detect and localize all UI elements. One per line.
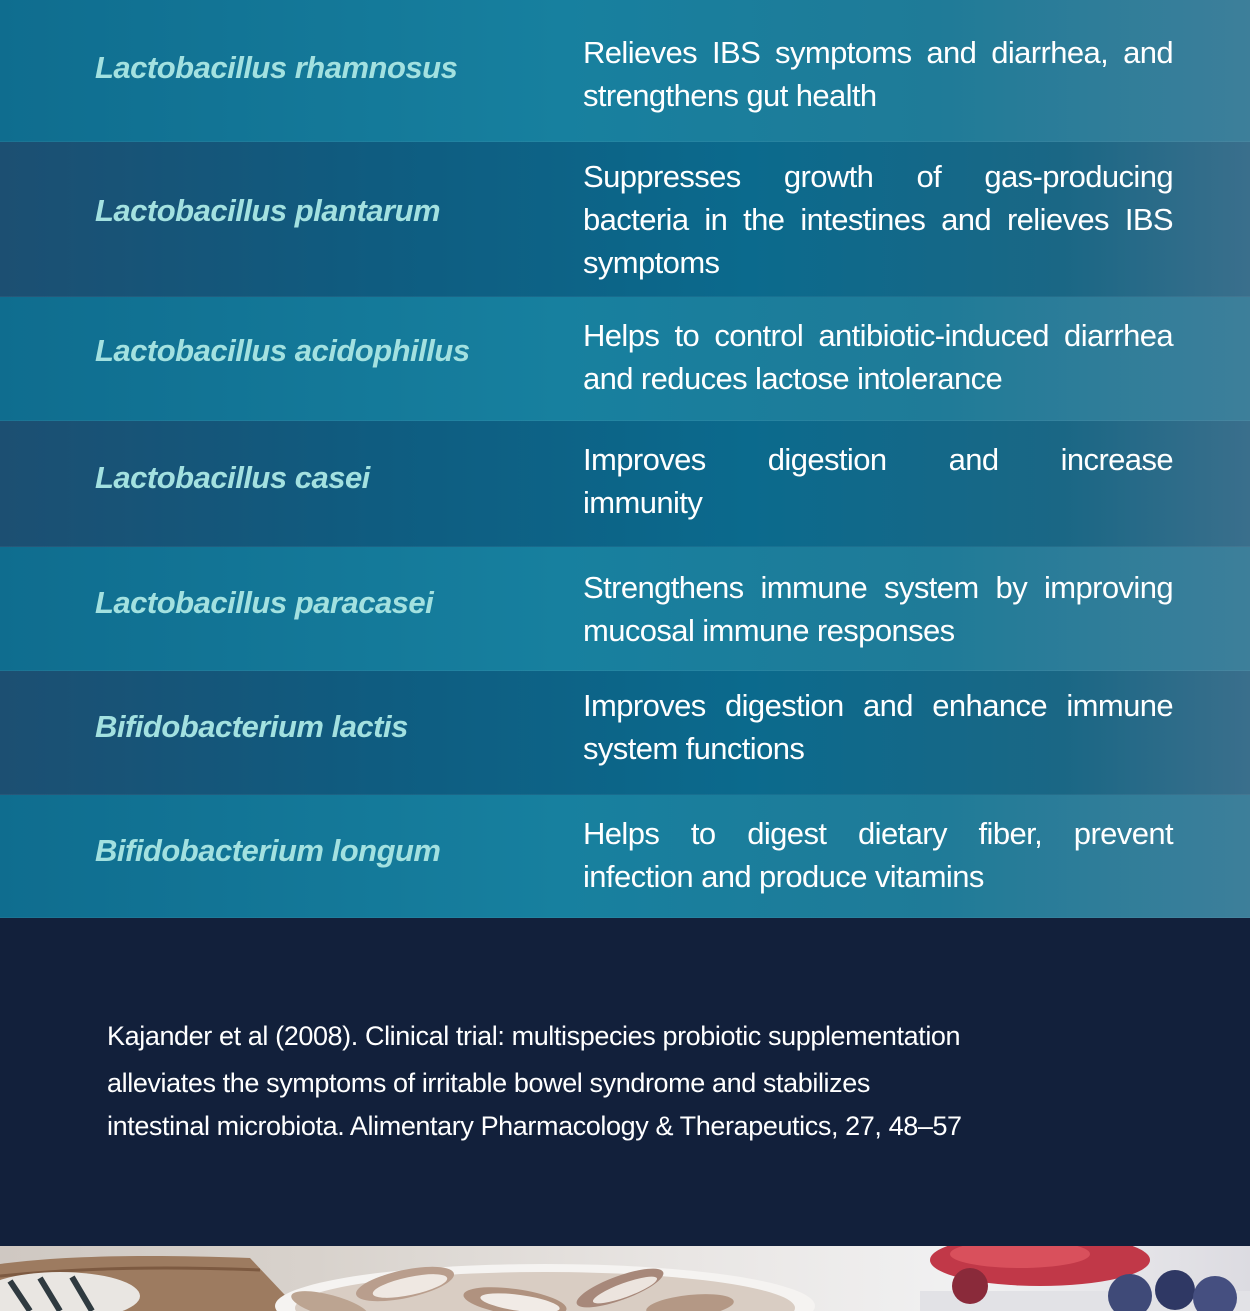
table-row xyxy=(0,547,1250,671)
strain-benefit xyxy=(583,812,1173,898)
strain-name: Lactobacillus paracasei xyxy=(95,585,434,620)
table-row xyxy=(0,795,1250,918)
blueberry xyxy=(1108,1274,1152,1311)
strain-name: Lactobacillus casei xyxy=(95,460,370,495)
benefit-line: infection and produce vitamins xyxy=(583,859,984,894)
benefit-line: symptoms xyxy=(583,245,720,280)
citation-line: intestinal microbiota. Alimentary Pharmacology & Therapeutics, 27, 48–57 xyxy=(107,1111,962,1141)
table-row xyxy=(0,142,1250,297)
benefit-line: Helps to control antibiotic-induced diarrhea xyxy=(583,318,1173,353)
table-row xyxy=(0,0,1250,142)
benefit-line: immunity xyxy=(583,485,703,520)
strain-name: Bifidobacterium lactis xyxy=(95,709,408,744)
blueberry xyxy=(1155,1270,1195,1310)
benefit-line: Helps to digest dietary fiber, prevent xyxy=(583,816,1173,851)
table-row xyxy=(0,421,1250,547)
benefit-line: Improves digestion and enhance immune xyxy=(583,688,1173,723)
berry xyxy=(952,1268,988,1304)
strain-name: Bifidobacterium longum xyxy=(95,833,441,868)
benefit-line: Strengthens immune system by improving xyxy=(583,570,1173,605)
citation-line: Kajander et al (2008). Clinical trial: multispecies probiotic supplementation xyxy=(107,1021,961,1051)
strain-name: Lactobacillus rhamnosus xyxy=(95,50,458,85)
benefit-line: mucosal immune responses xyxy=(583,613,955,648)
food-photo-illustration xyxy=(0,1246,1250,1311)
strain-benefit xyxy=(583,31,1173,117)
benefit-line: Relieves IBS symptoms and diarrhea, and xyxy=(583,35,1173,70)
benefit-line: strengthens gut health xyxy=(583,78,877,113)
strain-benefit xyxy=(583,314,1173,400)
strain-benefit xyxy=(583,438,1173,524)
table-row xyxy=(0,297,1250,421)
citation-line: alleviates the symptoms of irritable bowel syndrome and stabilizes xyxy=(107,1068,870,1098)
food-photo xyxy=(0,1246,1250,1311)
blueberry xyxy=(1193,1276,1237,1311)
citation-section xyxy=(0,918,1250,1246)
benefit-line: Improves digestion and increase xyxy=(583,442,1173,477)
benefit-line: Suppresses growth of gas-producing xyxy=(583,159,1173,194)
strain-name: Lactobacillus plantarum xyxy=(95,193,441,228)
benefit-line: and reduces lactose intolerance xyxy=(583,361,1003,396)
strain-benefit xyxy=(583,684,1173,770)
strain-name: Lactobacillus acidophillus xyxy=(95,333,470,368)
benefit-line: bacteria in the intestines and relieves IBS xyxy=(583,202,1173,237)
strain-benefit xyxy=(583,155,1173,284)
benefit-line: system functions xyxy=(583,731,805,766)
strain-benefit xyxy=(583,566,1173,652)
table-row xyxy=(0,671,1250,795)
